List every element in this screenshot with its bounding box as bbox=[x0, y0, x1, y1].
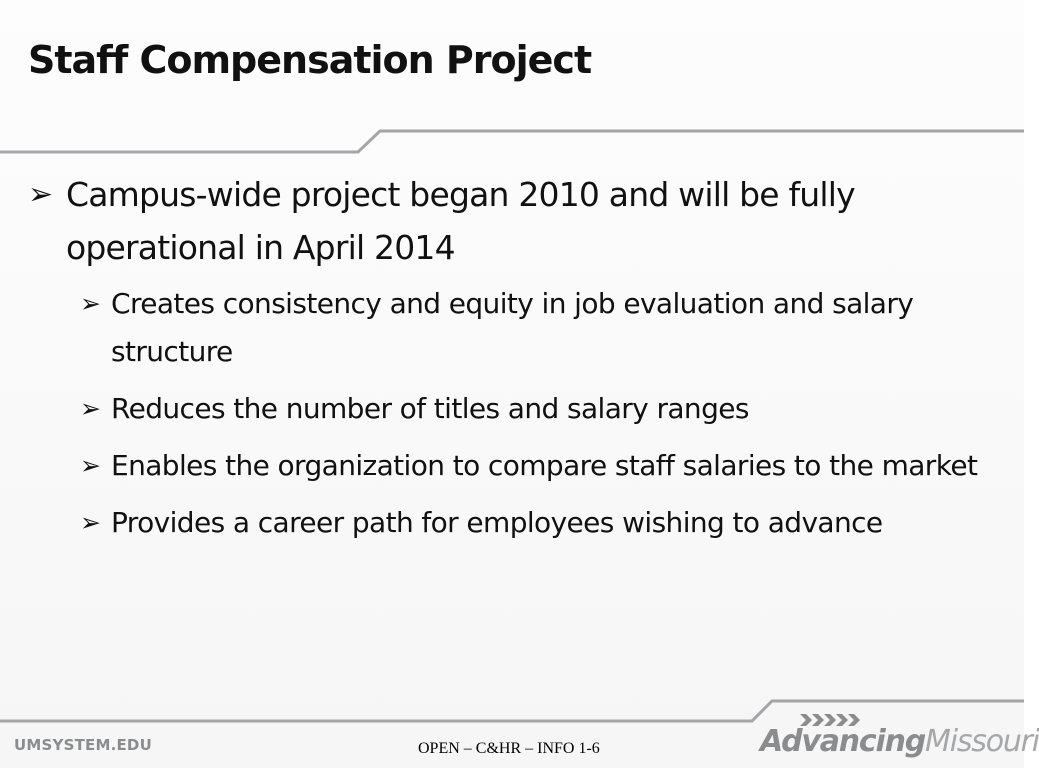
sub-bullet-item bbox=[80, 499, 998, 547]
bullet-item bbox=[28, 168, 998, 547]
bullet-list bbox=[28, 168, 998, 556]
logo-text-secondary: Missouri bbox=[925, 724, 1039, 759]
logo-text-primary: Advancing bbox=[760, 724, 926, 759]
footer-website: UMSYSTEM.EDU bbox=[14, 736, 152, 754]
arrow-bullet-icon: ➢ bbox=[80, 508, 101, 537]
sub-bullet-text: Creates consistency and equity in job evaluation and salary structure bbox=[111, 287, 914, 368]
bullet-text: Campus-wide project began 2010 and will be fully operational in April 2014 bbox=[66, 175, 855, 267]
sub-bullet-item bbox=[80, 385, 998, 433]
logo-wordmark bbox=[760, 724, 1039, 759]
sub-bullet-list bbox=[66, 280, 998, 547]
arrow-bullet-icon: ➢ bbox=[80, 394, 101, 423]
sub-bullet-text: Enables the organization to compare staff salaries to the market bbox=[111, 449, 978, 482]
sub-bullet-item bbox=[80, 280, 998, 376]
sub-bullet-text: Reduces the number of titles and salary ranges bbox=[111, 392, 749, 425]
sub-bullet-item bbox=[80, 442, 998, 490]
arrow-bullet-icon: ➢ bbox=[80, 451, 101, 480]
sub-bullet-text: Provides a career path for employees wishing to advance bbox=[111, 506, 883, 539]
arrow-bullet-icon: ➢ bbox=[28, 177, 53, 212]
arrow-bullet-icon: ➢ bbox=[80, 289, 101, 318]
footer-document-code: OPEN – C&HR – INFO 1-6 bbox=[418, 740, 600, 757]
advancing-missouri-logo bbox=[760, 712, 1039, 764]
slide-title: Staff Compensation Project bbox=[28, 38, 592, 82]
